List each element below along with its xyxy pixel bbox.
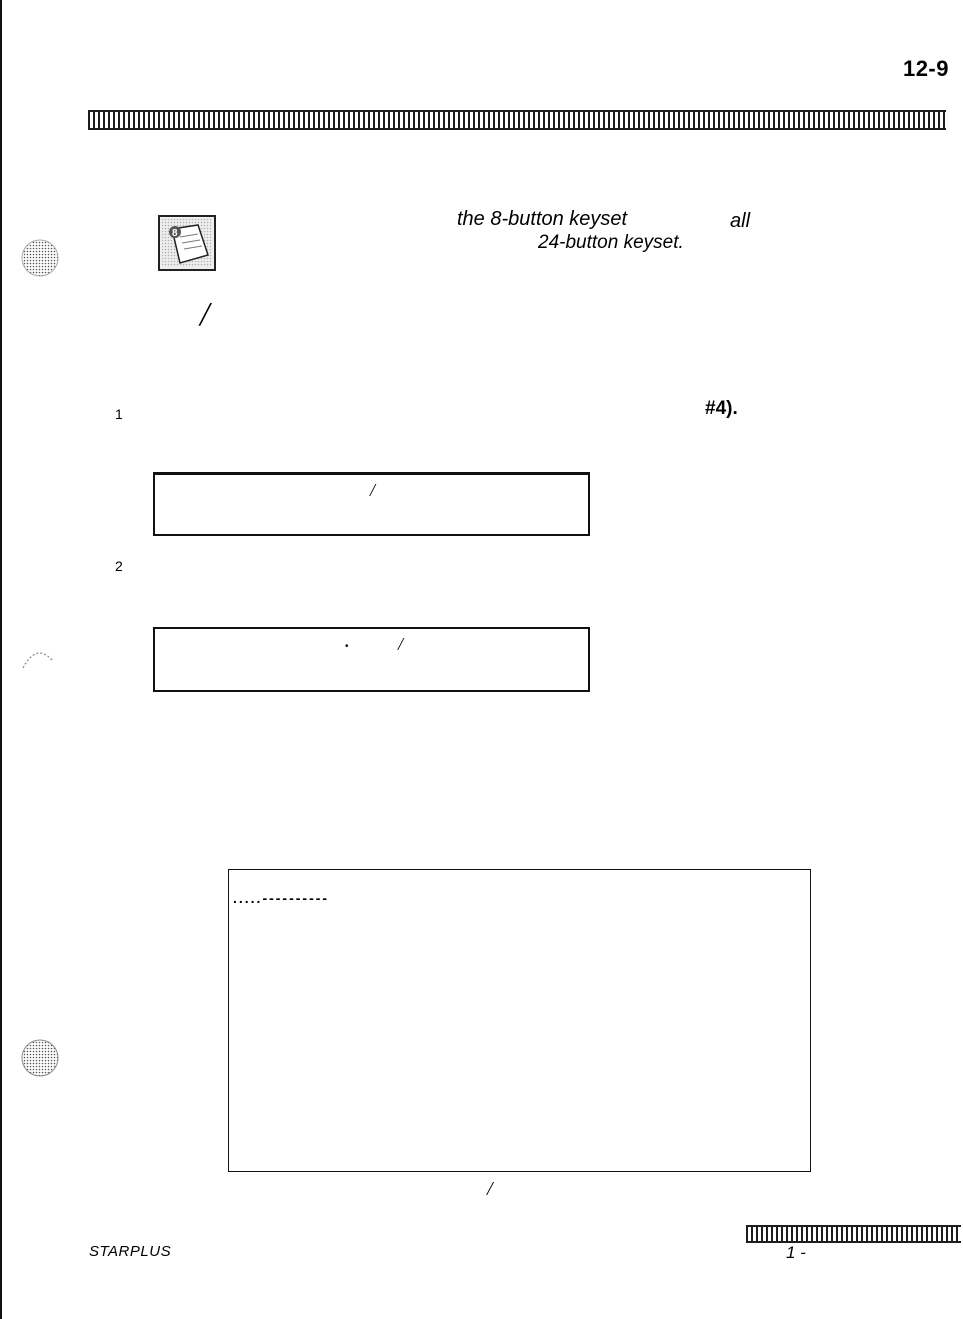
note-icon xyxy=(158,215,216,271)
binder-hole-top xyxy=(20,238,60,278)
figure-box xyxy=(228,869,811,1172)
display-2-dot: • xyxy=(345,641,349,652)
lcd-display-box-2 xyxy=(153,627,590,692)
step-number-2: 2 xyxy=(115,558,123,574)
binder-hole-mid xyxy=(18,638,58,678)
step-1-trailing-text: #4). xyxy=(705,398,738,419)
figure-caption-slash: / xyxy=(487,1178,493,1200)
left-margin-rule xyxy=(0,0,2,1319)
binder-hole-bottom xyxy=(20,1038,60,1078)
step-number-1: 1 xyxy=(115,406,123,422)
note-text-line1-a: the 8-button keyset xyxy=(457,208,628,230)
stray-slash-mark: / xyxy=(200,296,210,333)
figure-dotted-line: .....---------- xyxy=(233,890,330,906)
footer-page-ref: 1 - xyxy=(786,1243,806,1262)
note-text-line2: 24-button keyset. xyxy=(538,232,684,253)
greek-key-border-bottom xyxy=(746,1225,961,1243)
display-2-slash: / xyxy=(398,634,404,654)
svg-text:8: 8 xyxy=(172,228,178,239)
greek-key-border-top xyxy=(88,110,946,130)
note-text-line1-b: all xyxy=(730,210,751,232)
footer-product-name: STARPLUS xyxy=(89,1243,172,1260)
page-number: 12-9 xyxy=(902,56,949,81)
display-1-slash: / xyxy=(370,480,376,500)
